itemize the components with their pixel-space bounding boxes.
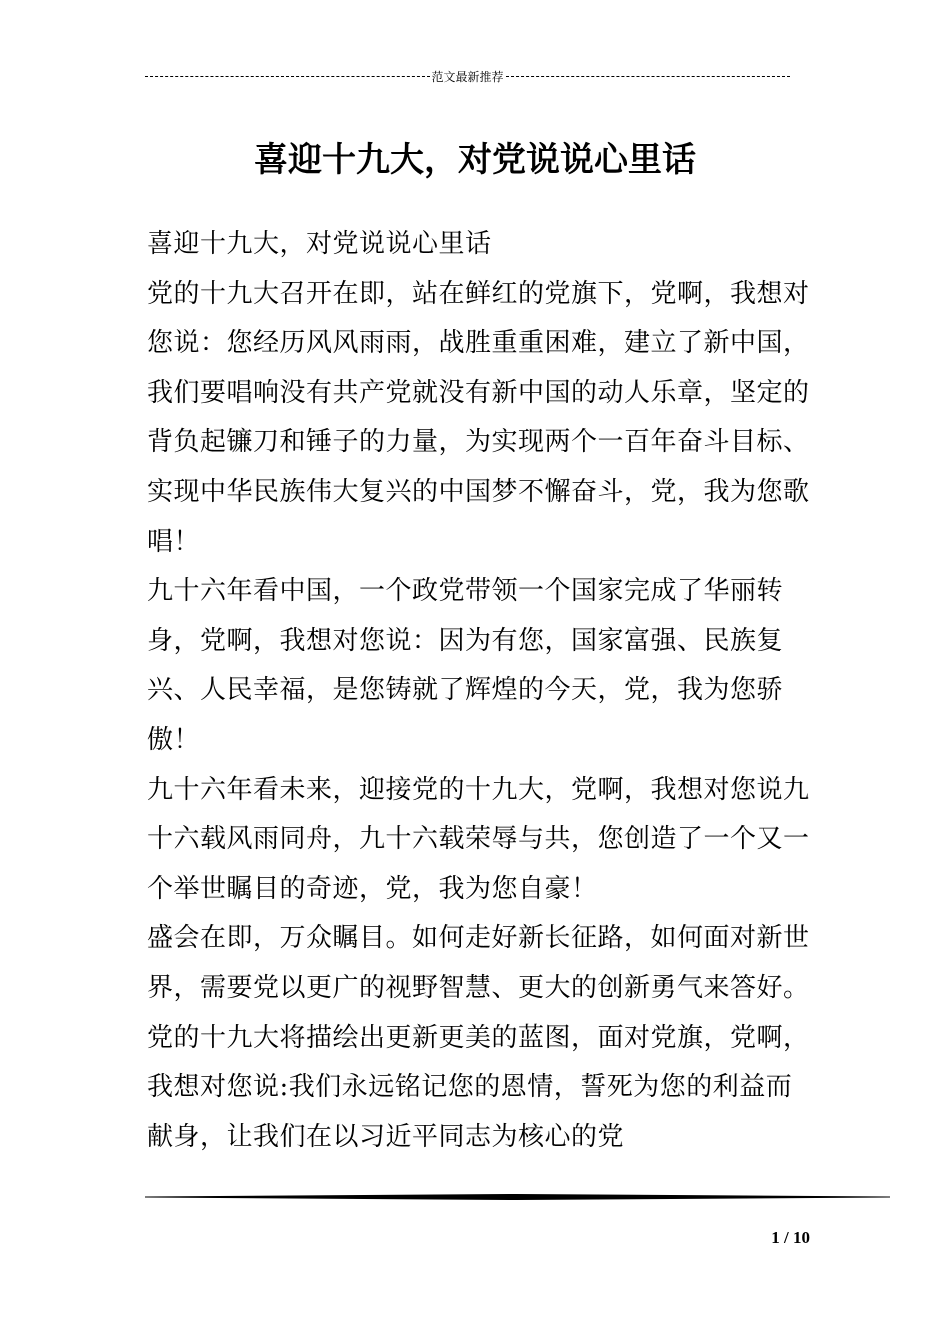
paragraph: 九十六年看中国，一个政党带领一个国家完成了华丽转身，党啊，我想对您说：因为有您，国家富强、民族复兴、人民幸福，是您铸就了辉煌的今天，党，我为您骄傲！: [147, 576, 784, 755]
header-dashed-rule-right: [506, 76, 791, 77]
paragraph: 九十六年看未来，迎接党的十九大，党啊，我想对您说九十六载风雨同舟，九十六载荣辱与共，您创造了一个又一个举世瞩目的奇迹，党，我为您自豪！: [147, 774, 810, 904]
document-body: [147, 220, 812, 1162]
header-label: 范文最新推荐: [431, 69, 504, 84]
page-header: [145, 68, 790, 84]
paragraph: 喜迎十九大，对党说说心里话: [147, 229, 492, 259]
header-dashed-rule-left: [145, 76, 430, 77]
paragraph: 党的十九大召开在即，站在鲜红的党旗下，党啊，我想对您说：您经历风风雨雨，战胜重重困难，建立了新中国，我们要唱响没有共产党就没有新中国的动人乐章，坚定的背负起镰刀和锤子的力量，为实现两个一百年奋斗目标、实现中华民族伟大复兴的中国梦不懈奋斗，党，我为您歌唱！: [147, 278, 810, 557]
paragraph: 盛会在即，万众瞩目。如何走好新长征路，如何面对新世界，需要党以更广的视野智慧、更大的创新勇气来答好。党的十九大将描绘出更新更美的蓝图，面对党旗，党啊，我想对您说:我们永远铭记您的恩情，誓死为您的利益而献身，让我们在以习近平同志为核心的党: [147, 923, 810, 1152]
footer-rule-graphic: [145, 1194, 890, 1200]
document-title: 喜迎十九大，对党说说心里话: [254, 140, 696, 180]
footer-rule: [145, 1194, 890, 1200]
page-number: 1 / 10: [771, 1228, 810, 1247]
